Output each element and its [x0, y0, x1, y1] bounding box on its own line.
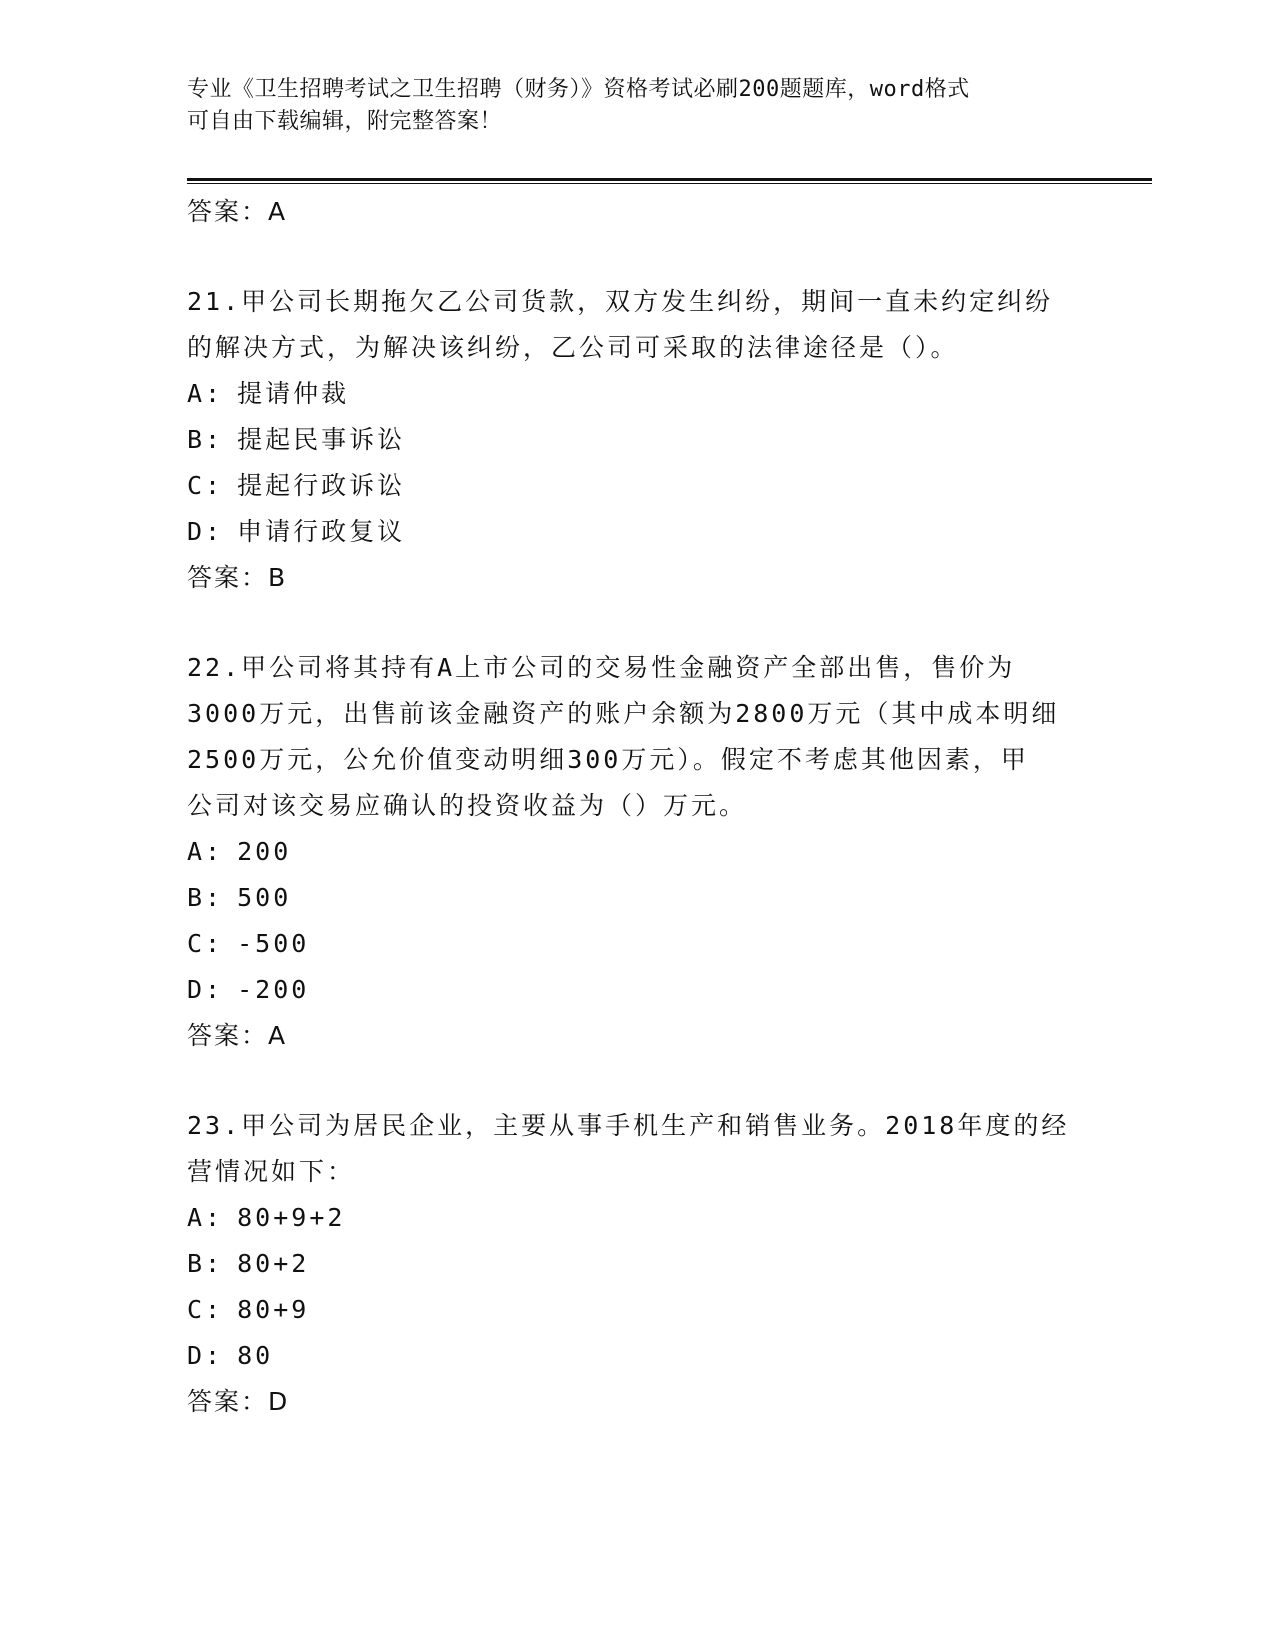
option-c [187, 921, 1087, 967]
option-letter: A: [187, 1203, 224, 1232]
answer-line: 答案：B [187, 563, 288, 592]
option-letter: C: [187, 1295, 224, 1324]
option-c [187, 463, 1087, 509]
option-text: 提请仲裁 [237, 379, 350, 408]
question-content [187, 189, 1087, 1425]
option-letter: D: [187, 517, 224, 546]
header-divider-thick [187, 178, 1152, 181]
previous-answer: 答案：A [187, 197, 288, 226]
option-text: 200 [237, 837, 292, 866]
option-text: 80 [237, 1341, 274, 1370]
option-letter: B: [187, 1249, 224, 1278]
question-text-line: 3000万元，出售前该金融资产的账户余额为2800万元（其中成本明细 [187, 699, 1060, 728]
question-text-line: 的解决方式，为解决该纠纷，乙公司可采取的法律途径是（）。 [187, 333, 959, 362]
option-letter: B: [187, 883, 224, 912]
option-letter: B: [187, 425, 224, 454]
option-d [187, 1333, 1087, 1379]
option-letter: A: [187, 837, 224, 866]
option-c [187, 1287, 1087, 1333]
question-text-line: 21.甲公司长期拖欠乙公司货款，双方发生纠纷，期间一直未约定纠纷 [187, 287, 1054, 316]
option-text: 申请行政复议 [237, 517, 406, 546]
option-b [187, 875, 1087, 921]
option-text: 提起民事诉讼 [237, 425, 406, 454]
option-a [187, 1195, 1087, 1241]
option-b [187, 1241, 1087, 1287]
option-letter: D: [187, 975, 224, 1004]
option-letter: A: [187, 379, 224, 408]
option-text: -200 [237, 975, 310, 1004]
question-text-line: 营情况如下： [187, 1157, 356, 1186]
document-header [187, 74, 1087, 138]
option-letter: C: [187, 929, 224, 958]
option-text: 80+9 [237, 1295, 310, 1324]
header-divider-thin [187, 183, 1152, 184]
question-text-line: 22.甲公司将其持有A上市公司的交易性金融资产全部出售，售价为 [187, 653, 1016, 682]
option-a [187, 829, 1087, 875]
option-text: 80+2 [237, 1249, 310, 1278]
option-text: 提起行政诉讼 [237, 471, 406, 500]
question-22 [187, 645, 1087, 1059]
option-b [187, 417, 1087, 463]
question-text-line: 公司对该交易应确认的投资收益为（）万元。 [187, 791, 748, 820]
option-d [187, 509, 1087, 555]
option-letter: D: [187, 1341, 224, 1370]
option-a [187, 371, 1087, 417]
option-d [187, 967, 1087, 1013]
option-text: 500 [237, 883, 292, 912]
option-text: 80+9+2 [237, 1203, 346, 1232]
question-text-line: 2500万元，公允价值变动明细300万元）。假定不考虑其他因素，甲 [187, 745, 1029, 774]
option-letter: C: [187, 471, 224, 500]
header-line-1: 专业《卫生招聘考试之卫生招聘（财务）》资格考试必刷200题题库，word格式 [187, 77, 970, 102]
header-line-2: 可自由下载编辑，附完整答案！ [187, 109, 503, 134]
answer-line: 答案：D [187, 1387, 290, 1416]
question-text-line: 23.甲公司为居民企业，主要从事手机生产和销售业务。2018年度的经 [187, 1111, 1070, 1140]
option-text: -500 [237, 929, 310, 958]
question-23 [187, 1103, 1087, 1425]
answer-line: 答案：A [187, 1021, 288, 1050]
question-21 [187, 279, 1087, 601]
